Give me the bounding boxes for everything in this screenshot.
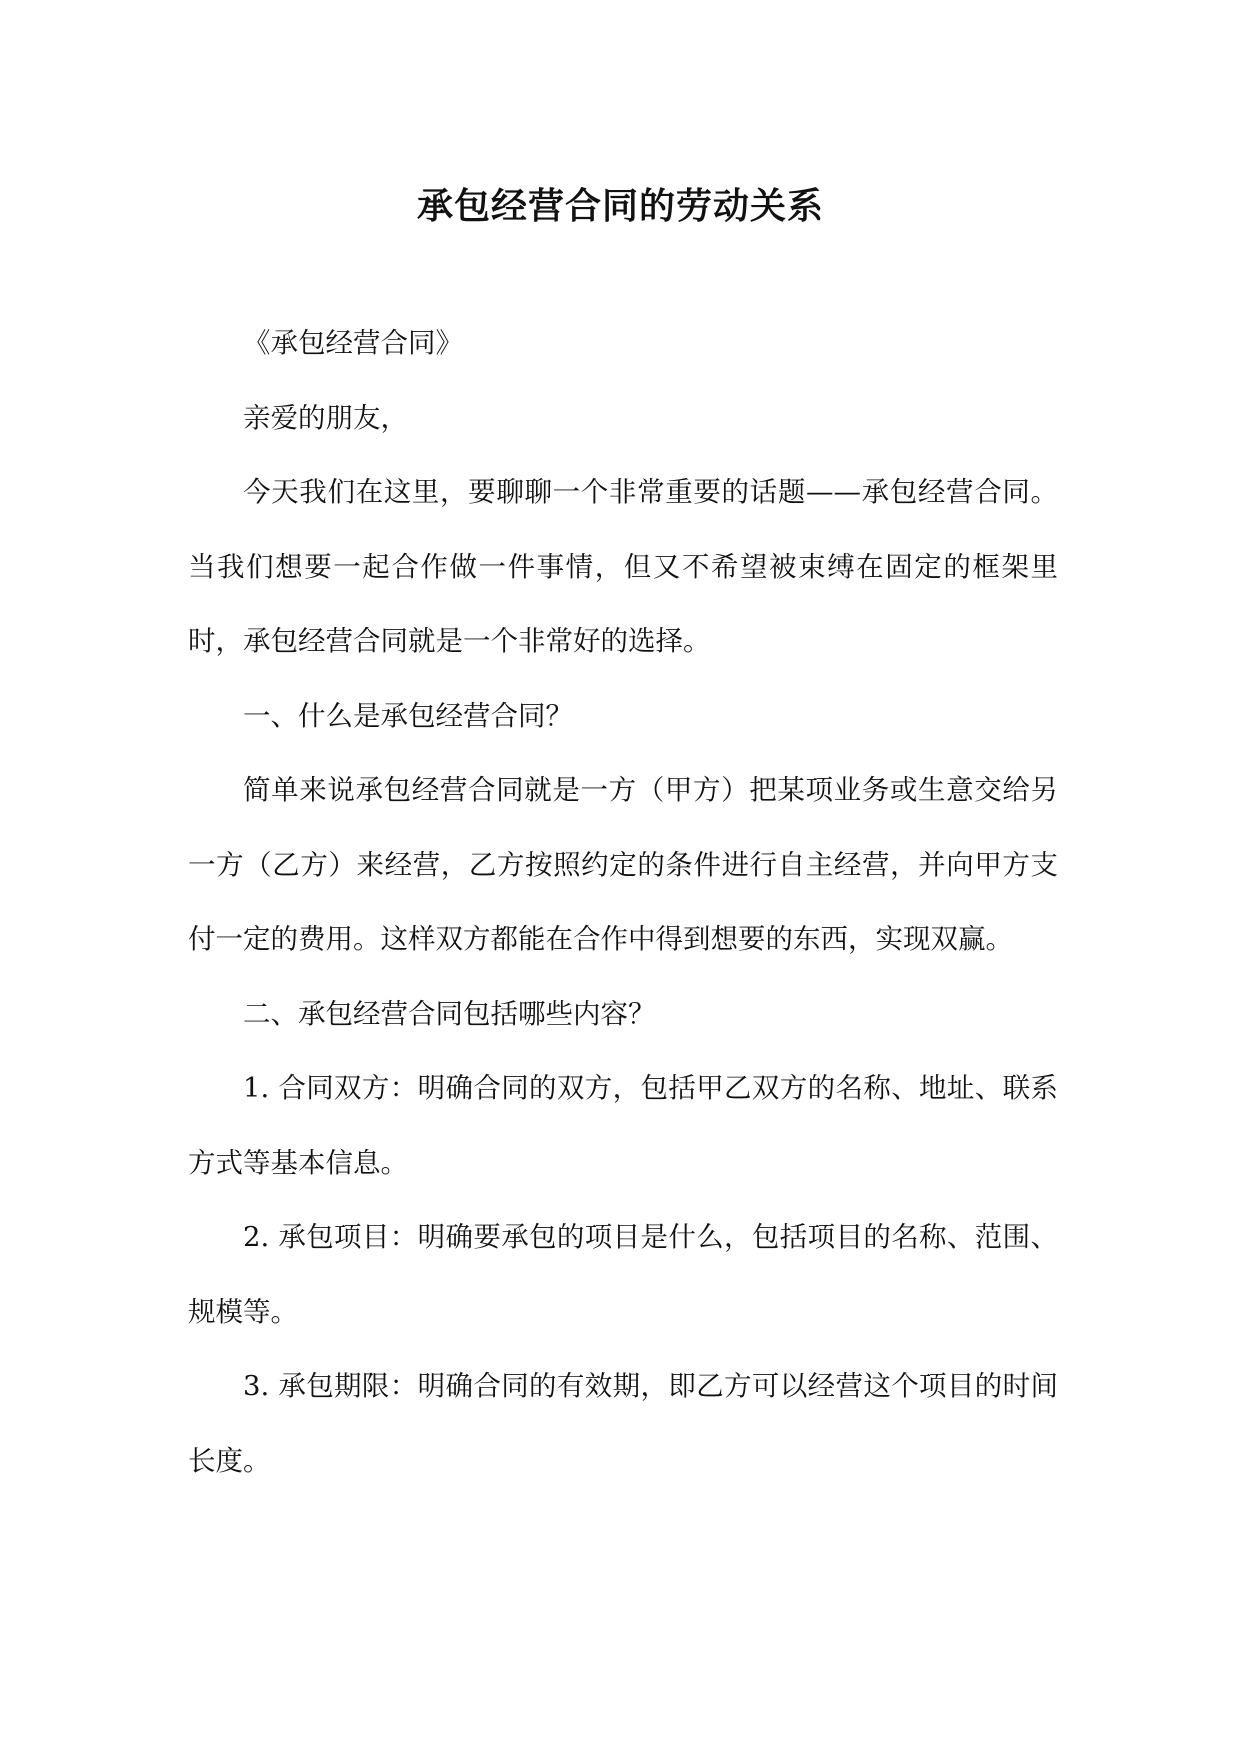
section-heading-2: 二、承包经营合同包括哪些内容？ — [243, 997, 656, 1030]
paragraph-intro: 今天我们在这里，要聊聊一个非常重要的话题——承包经营合同。当我们想要一起合作做一件事情，但又不希望被束缚在固定的框架里时，承包经营合同就是一个非常好的选择。 — [188, 476, 1058, 657]
paragraph-contract-name: 《承包经营合同》 — [243, 327, 463, 359]
paragraph-greeting: 亲爱的朋友， — [243, 401, 408, 434]
section-heading-1: 一、什么是承包经营合同？ — [243, 699, 573, 732]
list-item-term: 3. 承包期限：明确合同的有效期，即乙方可以经营这个项目的时间长度。 — [188, 1370, 1058, 1477]
list-item-parties: 1. 合同双方：明确合同的双方，包括甲乙双方的名称、地址、联系方式等基本信息。 — [188, 1072, 1058, 1179]
paragraph-definition: 简单来说承包经营合同就是一方（甲方）把某项业务或生意交给另一方（乙方）来经营，乙方按照约定的条件进行自主经营，并向甲方支付一定的费用。这样双方都能在合作中得到想要的东西，实现双赢。 — [188, 774, 1058, 955]
document-title: 承包经营合同的劳动关系 — [416, 186, 824, 227]
list-item-project: 2. 承包项目：明确要承包的项目是什么，包括项目的名称、范围、规模等。 — [188, 1221, 1058, 1328]
document-body — [188, 306, 1058, 1498]
